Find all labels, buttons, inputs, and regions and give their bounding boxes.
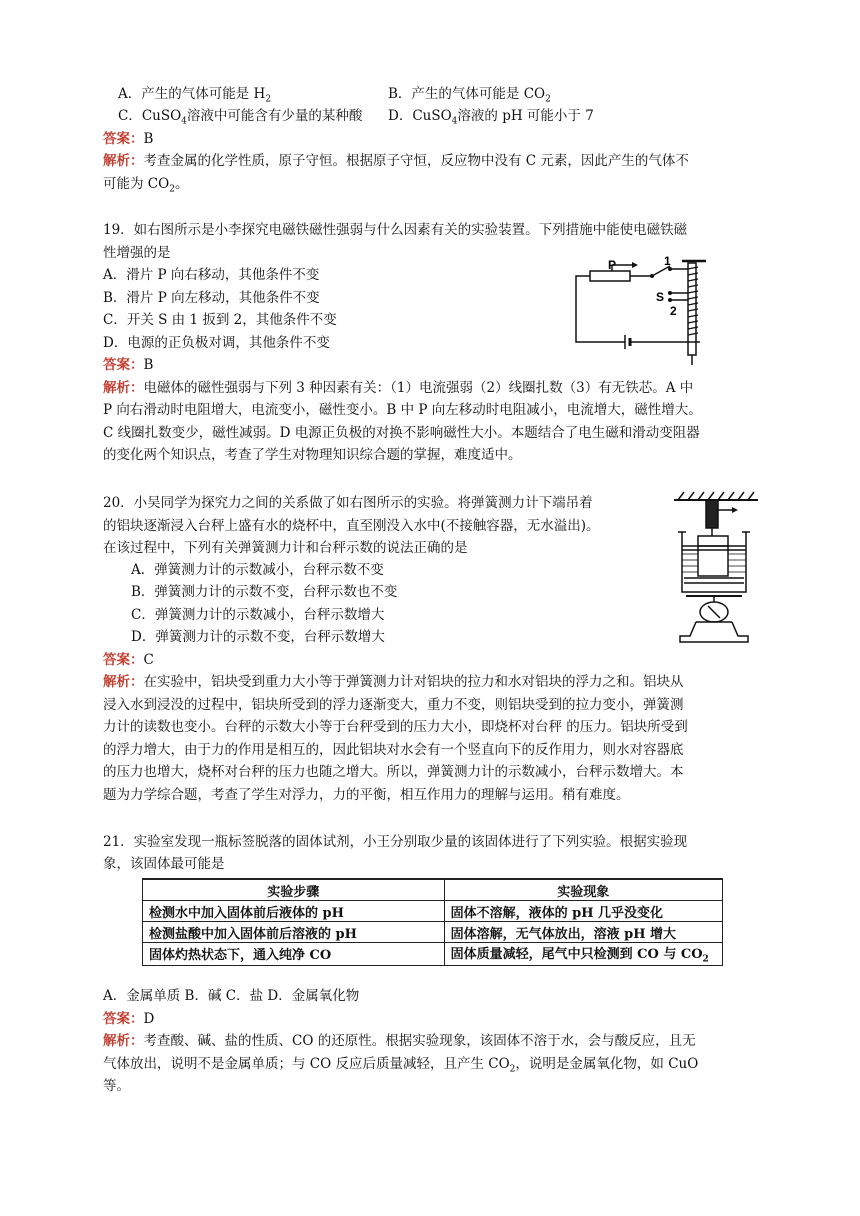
q18-answer: 答案：B (103, 131, 154, 147)
q18-option-a: A．产生的气体可能是 $H_2$ (118, 86, 272, 105)
label-2: 2 (670, 304, 677, 318)
q20-answer: 答案：C (103, 652, 154, 668)
table-cell: 固体不溶解，液体的 pH 几乎没变化 (444, 901, 722, 922)
q18-explanation-2: 可能为 $CO_2$。 (103, 176, 189, 195)
q19-option-c: C．开关 S 由 1 扳到 2，其他条件不变 (103, 312, 337, 328)
q19-option-b: B．滑片 P 向左移动，其他条件不变 (103, 290, 320, 306)
q19-explanation-3: C 线圈扎数变少，磁性减弱。D 电源正负极的对换不影响磁性大小。本题结合了电生磁和滑动变阻器 (103, 425, 700, 441)
q19-explanation-1: 解析：电磁体的磁性强弱与下列 3 种因素有关：（1）电流强弱（2）线圈扎数（3）有无铁芯。A 中 (103, 380, 694, 396)
q18-option-b: B．产生的气体可能是 $CO_2$ (388, 86, 551, 105)
q20-option-d: D．弹簧测力计的示数不变，台秤示数增大 (131, 629, 385, 645)
table-cell: 固体质量减轻，尾气中只检测到 CO 与 $CO_2$ (444, 943, 722, 966)
q19-stem-1: 19．如右图所示是小李探究电磁铁磁性强弱与什么因素有关的实验装置。下列措施中能使电磁铁磁 (103, 222, 688, 238)
q20-explanation-1: 解析：在实验中，铝块受到重力大小等于弹簧测力计对铝块的拉力和水对铝块的浮力之和。铝块从 (103, 674, 684, 690)
q20-explanation-4: 的浮力增大，由于力的作用是相互的，因此铝块对水会有一个竖直向下的反作用力，则水对容器底 (103, 742, 684, 758)
table-row (143, 943, 723, 966)
q20-explanation-6: 题为力学综合题，考查了学生对浮力，力的平衡，相互作用力的理解与运用。稍有难度。 (103, 787, 630, 803)
q20-stem-3: 在该过程中，下列有关弹簧测力计和台秤示数的说法正确的是 (103, 540, 468, 556)
q21-stem-2: 象，该固体最可能是 (103, 856, 225, 872)
q20-explanation-3: 力计的读数也变小。台秤的示数大小等于台秤受到的压力大小，即烧杯对台秤 的压力。铝块所受到 (103, 719, 688, 735)
q19-explanation-2: P 向右滑动时电阻增大，电流变小，磁性变小。B 中 P 向左移动时电阻减小，电流增大，磁性增大。 (103, 402, 702, 418)
table-header-row (143, 879, 723, 901)
q20-option-a: A．弹簧测力计的示数减小，台秤示数不变 (131, 562, 384, 578)
q18-explanation-1: 解析：考查金属的化学性质，原子守恒。根据原子守恒，反应物中没有 C 元素，因此产生的气体不 (103, 153, 689, 169)
table-cell: 固体溶解，无气体放出，溶液 pH 增大 (444, 922, 722, 943)
q21-explanation-3: 等。 (103, 1078, 130, 1094)
q20-stem-1: 20．小吴同学为探究力之间的关系做了如右图所示的实验。将弹簧测力计下端吊着 (103, 495, 593, 511)
q18-option-c: C．CuSO$_4$溶液中可能含有少量的某种酸 (118, 108, 363, 127)
q21-explanation-2: 气体放出，说明不是金属单质；与 CO 反应后质量减轻，且产生 $CO_2$，说明是金属氧化物，如 CuO (103, 1056, 699, 1075)
table-row (143, 901, 723, 922)
q20-stem-2: 的铝块逐渐浸入台秤上盛有水的烧杯中，直至刚没入水中(不接触容器，无水溢出)。 (103, 518, 600, 534)
q21-answer: 答案：D (103, 1011, 155, 1027)
table-cell: 检测水中加入固体前后液体的 pH (143, 901, 445, 922)
q20-explanation-2: 浸入水到浸没的过程中，铝块所受到的浮力逐渐变大，重力不变，则铝块受到的拉力变小，弹簧测 (103, 697, 684, 713)
spring-scale-beaker-figure (666, 488, 766, 650)
q19-option-a: A．滑片 P 向右移动，其他条件不变 (103, 267, 320, 283)
q19-explanation-4: 的变化两个知识点，考查了学生对物理知识综合题的掌握，难度适中。 (103, 447, 522, 463)
q20-option-c: C．弹簧测力计的示数减小，台秤示数增大 (131, 607, 385, 623)
label-p: P (608, 258, 617, 272)
q19-answer: 答案：B (103, 357, 154, 373)
label-s: S (656, 290, 665, 304)
q20-explanation-5: 的压力也增大，烧杯对台秤的压力也随之增大。所以，弹簧测力计的示数减小，台秤示数增大。本 (103, 764, 684, 780)
q20-option-b: B．弹簧测力计的示数不变，台秤示数也不变 (131, 584, 398, 600)
q19-stem-2: 性增强的是 (103, 245, 171, 261)
q18-option-d: D．CuSO$_4$溶液的 pH 可能小于 7 (388, 108, 594, 127)
q21-options: A．金属单质 B．碱 C．盐 D．金属氧化物 (103, 988, 360, 1004)
q21-stem-1: 21．实验室发现一瓶标签脱落的固体试剂，小王分别取少量的该固体进行了下列实验。根据实验现 (103, 834, 688, 850)
table-header-cell: 实验步骤 (143, 879, 445, 901)
electromagnet-circuit-figure (570, 255, 720, 367)
table-cell: 固体灼热状态下，通入纯净 CO (143, 943, 445, 966)
q19-option-d: D．电源的正负极对调，其他条件不变 (103, 335, 330, 351)
experiment-table (142, 878, 723, 966)
table-cell: 检测盐酸中加入固体前后溶液的 pH (143, 922, 445, 943)
q21-explanation-1: 解析：考查酸、碱、盐的性质、CO 的还原性。根据实验现象，该固体不溶于水，会与酸反应，且无 (103, 1033, 696, 1049)
table-header-cell: 实验现象 (444, 879, 722, 901)
table-row (143, 922, 723, 943)
label-1: 1 (664, 255, 671, 268)
